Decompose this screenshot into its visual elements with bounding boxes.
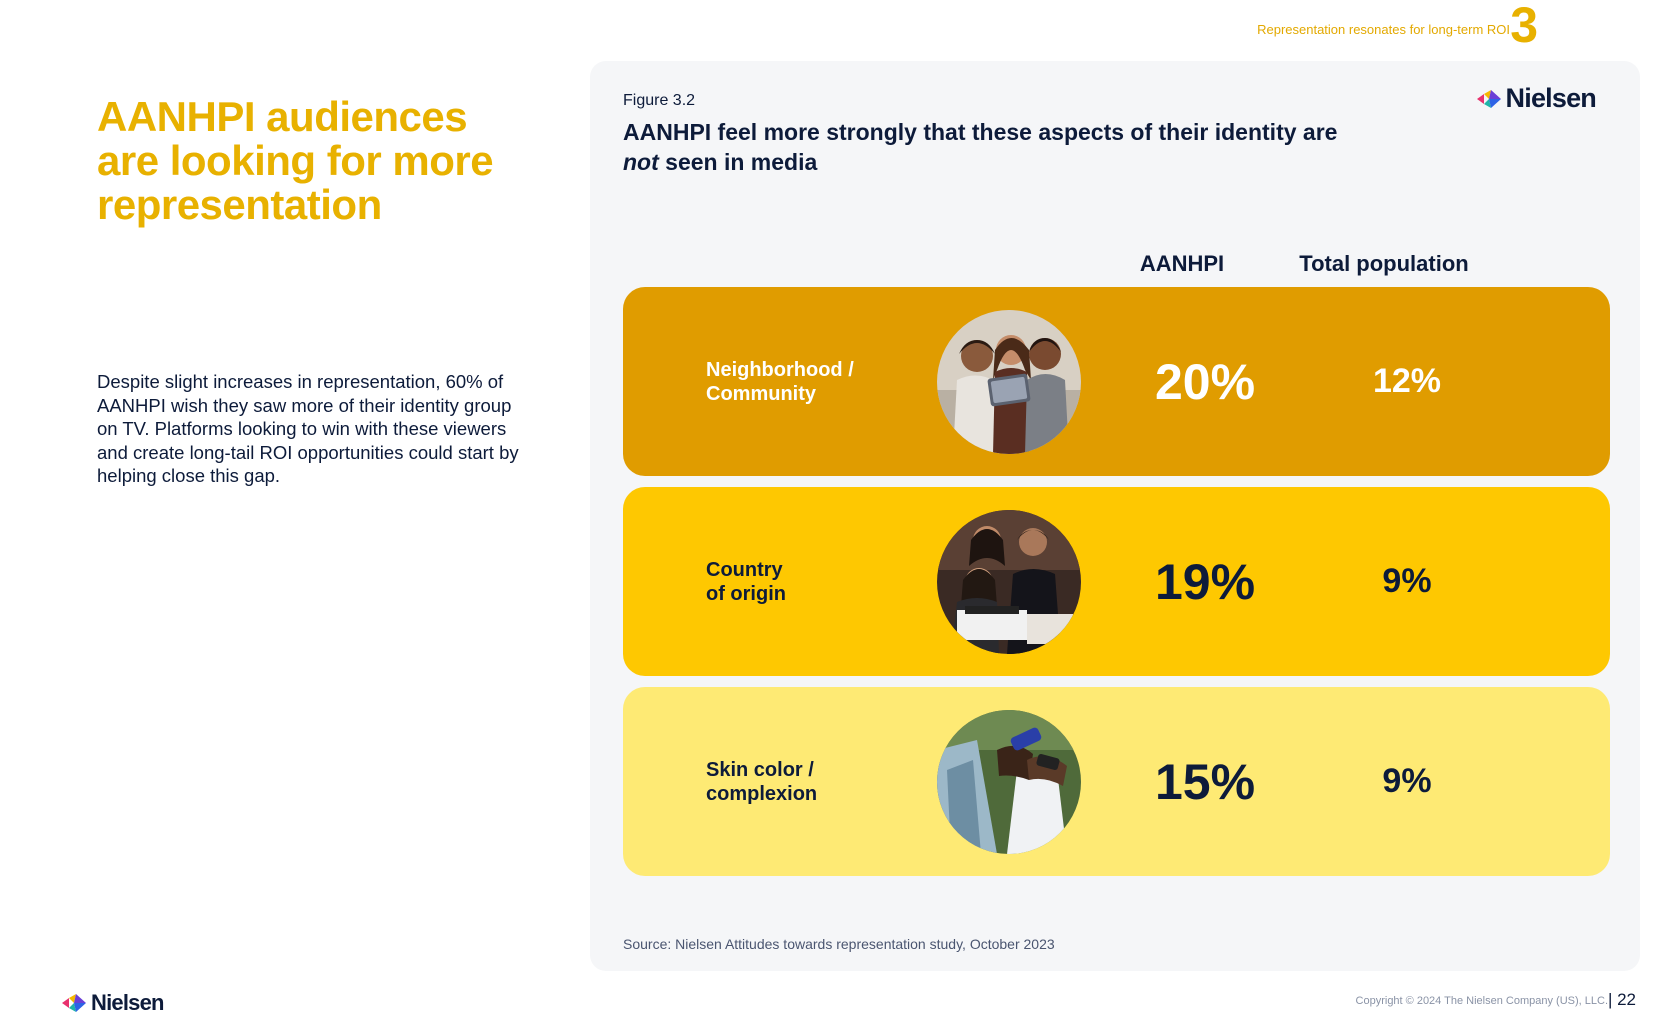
figure-title-part2: seen in media (658, 149, 818, 175)
table-row (623, 487, 1610, 676)
body-paragraph: Despite slight increases in representation, 60% of AANHPI wish they saw more of their identity group on TV. Platforms looking to win with these viewers and create long-tail ROI opportunities could start by helping close this gap. (97, 371, 519, 486)
nielsen-mark-icon (62, 993, 86, 1013)
group-at-laptop-photo (937, 510, 1081, 654)
row-label (706, 287, 906, 476)
column-header-total-population: Total population (1299, 251, 1469, 276)
row-label-line1: Country (706, 558, 783, 581)
aanhpi-value: 20% (1154, 353, 1256, 410)
row-label-line2: complexion (706, 782, 818, 805)
figure-title-emphasis: not (623, 149, 659, 175)
row-label-line1: Skin color / (706, 758, 814, 781)
aanhpi-value: 19% (1154, 553, 1256, 610)
total-population-value: 12% (1372, 362, 1442, 400)
figure-title (623, 117, 1363, 177)
column-header-aanhpi: AANHPI (1139, 251, 1225, 276)
row-label (706, 487, 906, 676)
figure-card (590, 61, 1640, 971)
nielsen-logo (1477, 83, 1596, 114)
footer-nielsen-wordmark: Nielsen (91, 990, 164, 1015)
figure-label: Figure 3.2 (623, 92, 696, 109)
row-label-line2: Community (706, 382, 816, 405)
table-row (623, 687, 1610, 876)
aanhpi-value: 15% (1154, 753, 1256, 810)
figure-source: Source: Nielsen Attitudes towards representation study, October 2023 (623, 936, 1055, 952)
section-number: 3 (1510, 0, 1538, 53)
friends-with-tablet-photo (937, 310, 1081, 454)
footer-nielsen-logo (62, 990, 164, 1016)
row-label-line2: of origin (706, 582, 786, 605)
section-tag: Representation resonates for long-term ROI (1257, 22, 1510, 37)
nielsen-wordmark: Nielsen (1505, 83, 1596, 113)
table-row (623, 287, 1610, 476)
total-population-value: 9% (1382, 562, 1432, 600)
page-headline: AANHPI audiences are looking for more representation (97, 93, 494, 228)
copyright-notice: Copyright © 2024 The Nielsen Company (US), LLC. (1355, 995, 1608, 1007)
row-label (706, 687, 906, 876)
hands-with-phones-photo (937, 710, 1081, 854)
row-label-line1: Neighborhood / (706, 358, 854, 381)
page-number: | 22 (1607, 990, 1636, 1009)
figure-title-part1: AANHPI feel more strongly that these aspects of their identity are (623, 119, 1338, 145)
nielsen-mark-icon (1477, 89, 1501, 109)
total-population-value: 9% (1382, 762, 1432, 800)
